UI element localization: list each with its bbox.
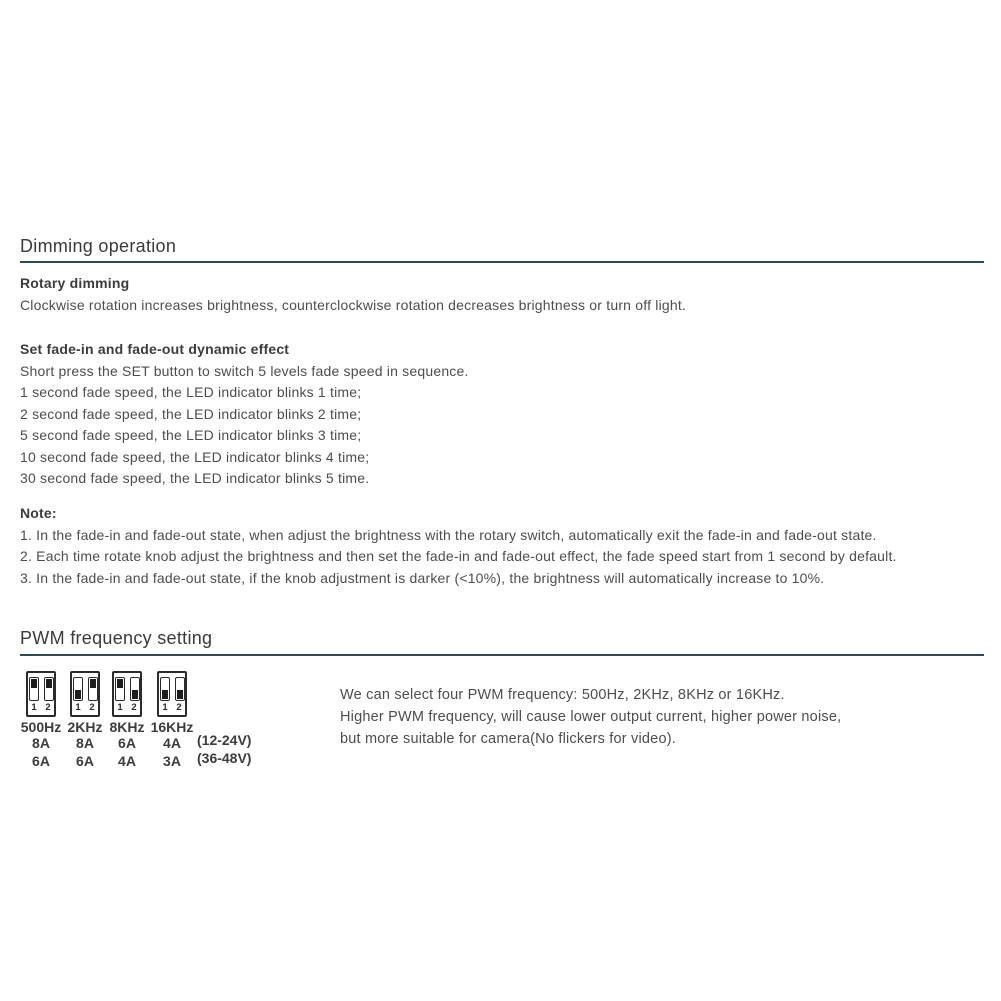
- fade-level-line: 5 second fade speed, the LED indicator blinks 3 time;: [20, 427, 362, 443]
- frequency-label: 8KHz: [109, 719, 145, 735]
- fade-effect-block: [20, 339, 469, 490]
- amp-rating-36-48v: 3A: [163, 752, 181, 769]
- voltage-notes: [197, 732, 251, 767]
- section-divider: [20, 654, 984, 656]
- dip-nub: [132, 690, 138, 699]
- note-item: 2. Each time rotate knob adjust the brightness and then set the fade-in and fade-out effect, the fade speed start from 1 second by default.: [20, 548, 897, 564]
- fade-level-line: 10 second fade speed, the LED indicator blinks 4 time;: [20, 448, 370, 465]
- rotary-dimming-heading: Rotary dimming: [20, 275, 130, 291]
- dip-pin-numbers: 1 2: [162, 702, 185, 713]
- dip-nub: [117, 679, 123, 688]
- amp-rating-12-24v: 6A: [118, 735, 136, 751]
- dip-switch-diagram-icon: [70, 671, 100, 717]
- fade-level-line: 30 second fade speed, the LED indicator blinks 5 time.: [20, 470, 370, 486]
- section-divider: [20, 261, 984, 263]
- amp-rating-12-24v: 8A: [32, 735, 50, 751]
- pwm-description-line: We can select four PWM frequency: 500Hz, 2KHz, 8KHz or 16KHz.: [340, 687, 785, 703]
- pwm-option-16khz: [144, 671, 200, 770]
- voltage-note-36-48v: (36-48V): [197, 749, 252, 766]
- dip-pin-numbers: 1 2: [117, 702, 140, 713]
- note-item: 3. In the fade-in and fade-out state, if the knob adjustment is darker (<10%), the brightness will automatically increase to 10%.: [20, 569, 825, 586]
- note-block: [20, 503, 897, 589]
- dip-switch-diagram-icon: [26, 671, 56, 717]
- note-item: 1. In the fade-in and fade-out state, when adjust the brightness with the rotary switch, automatically exit the fade-in and fade-out state.: [20, 526, 877, 543]
- dip-nub: [46, 679, 52, 688]
- dip-nub: [90, 679, 96, 688]
- dip-slots: [73, 677, 98, 701]
- dip-pin-numbers: 1 2: [31, 702, 54, 713]
- dip-switch-1-down: [73, 677, 83, 701]
- pwm-section-title: PWM frequency setting: [20, 628, 213, 648]
- dip-nub: [31, 679, 37, 688]
- fade-effect-intro: Short press the SET button to switch 5 levels fade speed in sequence.: [20, 362, 469, 379]
- fade-level-line: 2 second fade speed, the LED indicator blinks 2 time;: [20, 405, 362, 422]
- dip-slots: [115, 677, 140, 701]
- dip-switch-1-down: [160, 677, 170, 701]
- dip-switch-2-down: [175, 677, 185, 701]
- frequency-label: 500Hz: [20, 719, 62, 735]
- dip-slots: [160, 677, 185, 701]
- dimming-section-title: Dimming operation: [20, 236, 177, 256]
- dip-slots: [29, 677, 54, 701]
- amp-rating-36-48v: 6A: [32, 752, 50, 769]
- dip-switch-2-up: [44, 677, 54, 701]
- fade-level-line: 1 second fade speed, the LED indicator blinks 1 time;: [20, 384, 362, 400]
- fade-effect-heading: Set fade-in and fade-out dynamic effect: [20, 341, 290, 357]
- dip-switch-diagram-icon: [157, 671, 187, 717]
- rotary-dimming-body: Clockwise rotation increases brightness, counterclockwise rotation decreases brightness or turn off light.: [20, 296, 687, 313]
- frequency-label: 2KHz: [67, 719, 103, 735]
- pwm-description: [340, 684, 841, 750]
- note-heading: Note:: [20, 505, 57, 521]
- amp-rating-36-48v: 6A: [76, 752, 94, 769]
- dip-switch-1-up: [29, 677, 39, 701]
- amp-rating-12-24v: 8A: [76, 735, 94, 751]
- dip-nub: [162, 690, 168, 699]
- dip-nub: [75, 690, 81, 699]
- voltage-note-12-24v: (12-24V): [197, 732, 252, 748]
- dip-nub: [177, 690, 183, 699]
- dip-switch-1-up: [115, 677, 125, 701]
- dip-switch-2-up: [88, 677, 98, 701]
- rotary-dimming-block: [20, 273, 686, 316]
- amp-rating-12-24v: 4A: [163, 735, 181, 751]
- pwm-description-line: but more suitable for camera(No flickers for video).: [340, 731, 676, 747]
- frequency-label: 16KHz: [150, 719, 194, 735]
- amp-rating-36-48v: 4A: [118, 752, 136, 769]
- dip-switch-2-down: [130, 677, 140, 701]
- dip-pin-numbers: 1 2: [75, 702, 98, 713]
- pwm-description-line: Higher PWM frequency, will cause lower output current, higher power noise,: [340, 709, 842, 725]
- dip-switch-diagram-icon: [112, 671, 142, 717]
